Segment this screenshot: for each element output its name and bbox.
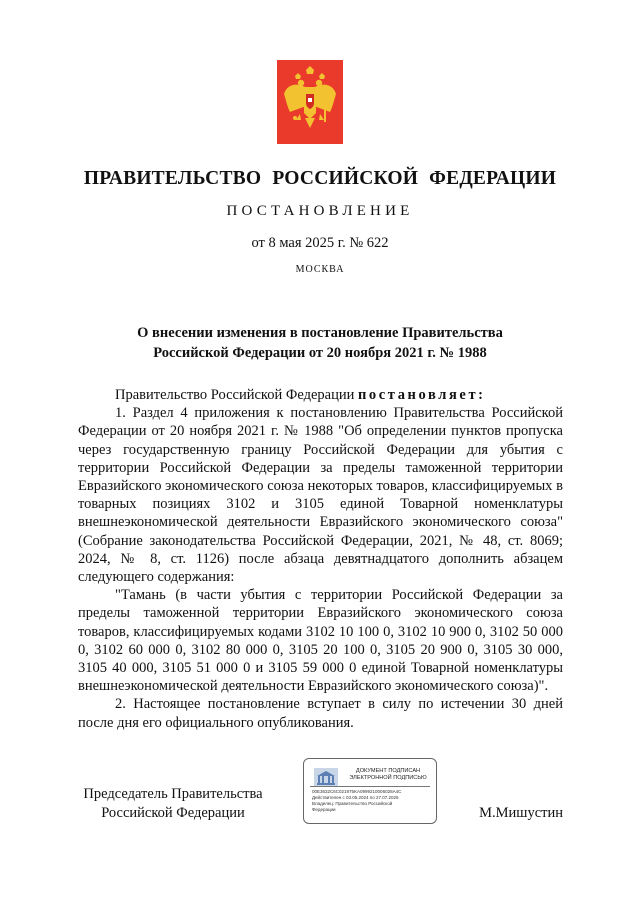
stamp-owner-line-2: Федерации <box>312 807 336 812</box>
stamp-certificate: 00E3632C6C021975KA0999210006028A4C <box>312 789 402 794</box>
electronic-signature-stamp <box>303 758 437 824</box>
document-date-number: от 8 мая 2025 г. № 622 <box>251 235 389 251</box>
signer-name: М.Мишустин <box>479 805 563 821</box>
paragraph-2: 2. Настоящее постановление вступает в силу по истечении 30 дней после дня его официального опубликования. <box>78 696 563 731</box>
document-body <box>78 386 563 732</box>
intro-decree-word: постановляет: <box>357 387 486 403</box>
document-type: ПОСТАНОВЛЕНИЕ <box>226 203 414 219</box>
document-subject <box>0 323 640 363</box>
document-city: МОСКВА <box>295 264 345 275</box>
stamp-details <box>312 789 434 813</box>
stamp-heading <box>342 768 434 782</box>
coat-of-arms-icon <box>277 60 343 144</box>
stamp-heading-line-1: ДОКУМЕНТ ПОДПИСАН <box>355 768 421 774</box>
stamp-heading-line-2: ЭЛЕКТРОННОЙ ПОДПИСЬЮ <box>349 775 427 781</box>
signer-position <box>78 785 268 822</box>
subject-line-1: О внесении изменения в постановление Правительства <box>137 325 503 341</box>
intro-paragraph <box>78 386 563 404</box>
government-title: ПРАВИТЕЛЬСТВО РОССИЙСКОЙ ФЕДЕРАЦИИ <box>83 168 557 189</box>
government-building-icon <box>314 768 338 786</box>
stamp-owner-line-1: Владелец: Правительство Российской <box>312 801 393 806</box>
subject-line-2: Российской Федерации от 20 ноября 2021 г. № 1988 <box>153 345 487 361</box>
signer-position-line-1: Председатель Правительства <box>83 786 263 802</box>
stamp-divider <box>310 786 430 787</box>
stamp-validity: Действителен с 03.05.2024 по 27.07.2025 <box>312 795 399 800</box>
paragraph-1: 1. Раздел 4 приложения к постановлению Правительства Российской Федерации от 20 ноября 2021 г. № 1988 "Об определении пунктов пропуска через государственную границу Российской Федерации для убытия с территории Российской Федерации за пределы таможенной территории Евразийского экономического союза некоторых товаров, классифицируемых в товарных позициях 3102 и 3105 единой Товарной номенклатуры внешнеэкономической деятельности Евразийского экономического союза" (Собрание законодательства Российской Федерации, 2021, № 48, ст. 8069; 2024, № 8, ст. 1126) после абзаца девятнадцатого дополнить абзацем следующего содержания: <box>78 405 563 586</box>
signer-position-line-2: Российской Федерации <box>101 804 245 821</box>
paragraph-quote: "Тамань (в части убытия с территории Российской Федерации за пределы таможенной территории Евразийского экономического союза товаров, классифицируемых кодами 3102 10 100 0, 3102 10 900 0, 3102 50 000 0, 3102 60 000 0, 3102 80 000 0, 3105 20 100 0, 3105 20 900 0, 3105 30 000, 3105 40 000, 3105 51 000 0 и 3105 59 000 0 единой Товарной номенклатуры внешнеэкономической деятельности Евразийского экономического союза)". <box>78 587 563 695</box>
intro-lead: Правительство Российской Федерации <box>115 387 358 403</box>
